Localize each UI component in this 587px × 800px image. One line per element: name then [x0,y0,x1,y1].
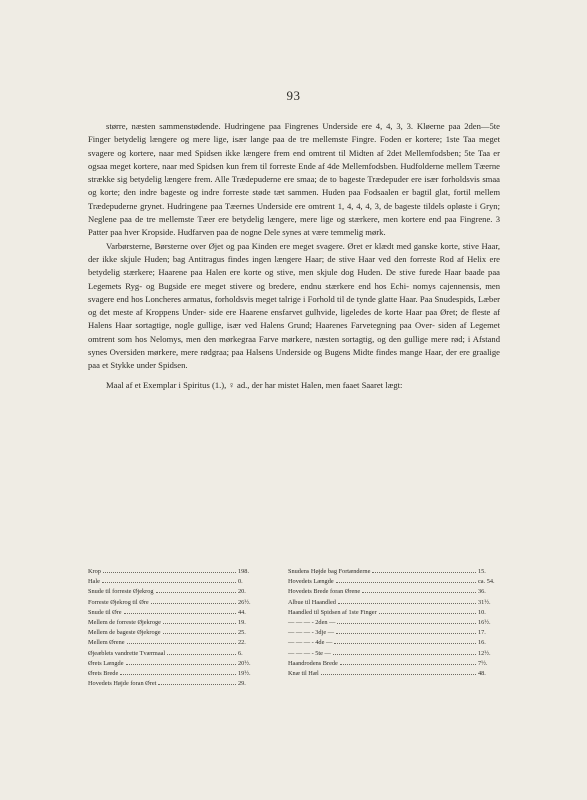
measurement-label: — — — - 3dje — [288,629,334,637]
measurement-row [288,587,500,597]
measurement-value: 15. [478,568,486,575]
dot-leader [163,622,236,624]
text-line: nomys cajennensis, men svagere end hos Loncheres armatus, forholdsvis meget talrige i [88,280,500,304]
dot-leader [151,602,236,604]
measurement-value: 20½. [238,659,251,667]
measurement-row [288,567,500,577]
text-line: sortagtig, og den gullige mere rød; i Afstand synes Oversiden mørkere, mere rødgraa; [88,333,500,358]
measurement-value: 26½. [238,598,251,606]
measurement-row [288,649,500,659]
text-line: mere lige og stærkere, men kortere end paa Fingrene. 3 Patter paa hver Kropside. [88,214,500,238]
text-line: ogsaa meget kortere, naar med Spidsen kun frem til forreste Ende af 4de Mellemfodsben. [88,160,401,171]
measurement-value: 17. [478,629,486,637]
measurement-value: 12½. [478,649,491,657]
measurement-label: — — — - 4de — [288,639,333,647]
measurement-column-right [288,567,500,689]
dot-leader [337,622,476,624]
text-line: Trædepuderne grynet. Hudringene paa Tæernes Underside ere omtrent 1, 4, 4, 4, 3, de [88,200,395,211]
measurement-row [88,659,264,669]
measurement-row [88,628,264,638]
measurement-row [88,577,264,587]
measurement-label: Forreste Øjekrog til Øre [88,598,149,606]
measurement-label: Haandrodens Brede [288,659,338,667]
text-line: klædt med ganske korte, stive Haar, der ikke skjule Huden; bag Antitragus findes ingen [88,240,501,264]
text-line: Hudfolderne mellem Tæerne strække sig betydelig længere frem. Alle Trædepuderne ere [88,160,500,185]
measurement-label: Snude til Øre [88,608,122,616]
dot-leader [124,612,236,614]
measurement-value: 6. [238,649,243,657]
page-number: 93 [286,88,301,103]
text-line: mellemste Fingre. Foden er kortere; 1ste Taa meget svagere og kortere, naar med [88,134,501,158]
measurement-label: Albue til Haandled [288,598,336,606]
measurement-value: 29. [238,680,246,688]
dot-leader [103,571,236,573]
text-line: smaa; de to bageste Trædepuder ere især forholdsvis smaa og korte; den indre bageste [88,174,500,198]
measurement-row [88,618,264,628]
dot-leader [336,632,476,634]
text-line: længere Haar; de stive Haar ved den forreste Rod af Helix ere betydelig stærkere; Haarene [88,253,500,278]
measurement-value: 19. [238,619,246,627]
measurement-row [288,659,500,669]
measurement-value: 16½. [478,619,491,627]
measurement-row [88,679,264,689]
measurement-label: — — — - 5te — [288,649,331,657]
text-line: Haar sortagtige, nogle gullige, især ved Halens Grund; Haarenes Farvetegning paa Over- [115,320,439,331]
paragraph-2 [88,240,500,373]
measurement-row [288,577,500,587]
measurement-row [88,587,264,597]
dot-leader [127,642,236,644]
measurement-value: 10. [478,608,486,616]
measurement-row [288,598,500,608]
text-line: siden af Legemet omtrent som hos Nelomys, men den mørkegraa Farve mørkere, næsten [88,320,501,344]
measurement-label: Mellem de bageste Øjekroge [88,629,161,637]
measurement-value: 0. [238,578,243,586]
dot-leader [321,673,476,675]
text-line: Hudfarven paa de nogne Dele synes at være temmelig mørk. [177,227,386,238]
measurement-value: 25. [238,629,246,637]
text-line: lægt: [385,379,403,390]
dot-leader [156,591,236,593]
text-line: Kløerne paa 2den—5te Finger betydelig længere og mere lige, især lange paa de tre [88,121,500,145]
text-line: Spidsen ikke længere frem end omtrent til Midten af 2det Mellemfodsben; 5te Taa er [194,147,500,158]
measurement-column-left [88,567,264,689]
text-line: og indre forreste støde tæt sammen. Huden paa Fodsaalen er bagtil glat, fortil mellem [189,187,500,198]
measurement-label: Snude til forreste Øjekrog [88,588,154,596]
text-line: paa Halsens Underside og Bugens Midte findes mange Haar, der ere graalige paa et Stykke [88,347,500,371]
measurement-value: 36. [478,588,486,596]
measurement-value: 19½. [238,670,251,678]
measurement-table [88,567,500,689]
dot-leader [126,663,237,665]
measurement-row [88,638,264,648]
text-line: paa Halen ere korte og stive, men skjule dog Huden. De stive furede Haar baade paa [190,267,500,278]
measurement-row [288,628,500,638]
measurement-label: Snudens Højde bag Fortænderne [288,568,371,575]
dot-leader [102,581,236,583]
paragraph-1 [88,120,500,240]
measurement-value: 16. [478,639,486,647]
measurement-row [288,618,500,628]
dot-leader [167,653,236,655]
measurement-value: 48. [478,670,486,678]
measurement-label: Haandled til Spidsen af 1ste Finger [288,608,377,616]
measurement-label: Ørets Brede [88,670,119,678]
text-line: bageste tildels opløste i Gryn; Neglene paa de tre mellemste Tæer ere betydelig længere, [88,200,500,225]
dot-leader [120,673,236,675]
measurement-row [88,567,264,577]
text-line: Forhold til de tynde glatte Haar. Paa Snudespids, Læber og det meste af Kroppens Under- [88,293,500,318]
measurement-value: 198. [238,568,250,575]
measurement-label: Hovedets Brede foran Ørene [288,588,361,596]
measurement-value: 22. [238,639,246,647]
measurement-label: Knæ til Hæl [288,670,319,678]
measurement-value: 31½. [478,598,491,606]
measurement-value: 44. [238,608,246,616]
measurement-row [288,638,500,648]
measurement-row [288,608,500,618]
dot-leader [163,632,236,634]
dot-leader [372,571,476,573]
dot-leader [158,683,236,685]
measurement-value: ca. 54. [478,578,495,586]
dot-leader [336,581,476,583]
dot-leader [334,642,476,644]
measurement-row [88,608,264,618]
measurement-row [88,649,264,659]
measurement-label: Krop [88,568,101,575]
measurement-label: Hovedets Længde [288,578,334,586]
dot-leader [379,612,476,614]
text-line: Legemets Ryg- og Bugside ere meget stivere og bredere, endnu stærkere end hos Echi- [88,280,413,291]
text-line: under Spidsen. [136,360,188,371]
dot-leader [340,663,476,665]
measurement-row [88,669,264,679]
measurement-label: Ørets Længde [88,659,124,667]
measurement-value: 20. [238,588,246,596]
paragraph-3 [88,379,500,392]
measurement-label: Mellem de forreste Øjekroge [88,619,161,627]
text-line: Maal af et Exemplar i Spiritus (1.), ♀ ad., der har mistet Halen, men faaet Saaret [106,379,386,390]
measurement-label: Hale [88,578,100,586]
measurement-row [288,669,500,679]
body-text [88,120,500,392]
measurement-label: Hovedets Højde foran Øret [88,680,157,688]
text-line: større, næsten sammenstødende. Hudringene paa Fingrenes Underside ere 4, 4, 3, 3. [106,121,417,131]
dot-leader [362,591,476,593]
measurement-label: Øjeæblets vandrette Tværmaal [88,649,166,657]
measurement-label: — — — - 2den — [288,619,336,627]
text-line: Varbørsterne, Børsterne over Øjet og paa Kinden ere meget svagere. Øret er [106,240,375,251]
measurement-row [88,598,264,608]
text-line: side ere Haarene ensfarvet gulhvide, ligeledes de korte Haar paa Øret; de fleste af Halens [88,307,500,331]
measurement-value: 7½. [478,659,488,667]
measurement-label: Mellem Ørene [88,639,125,647]
dot-leader [338,602,476,604]
dot-leader [333,653,476,655]
